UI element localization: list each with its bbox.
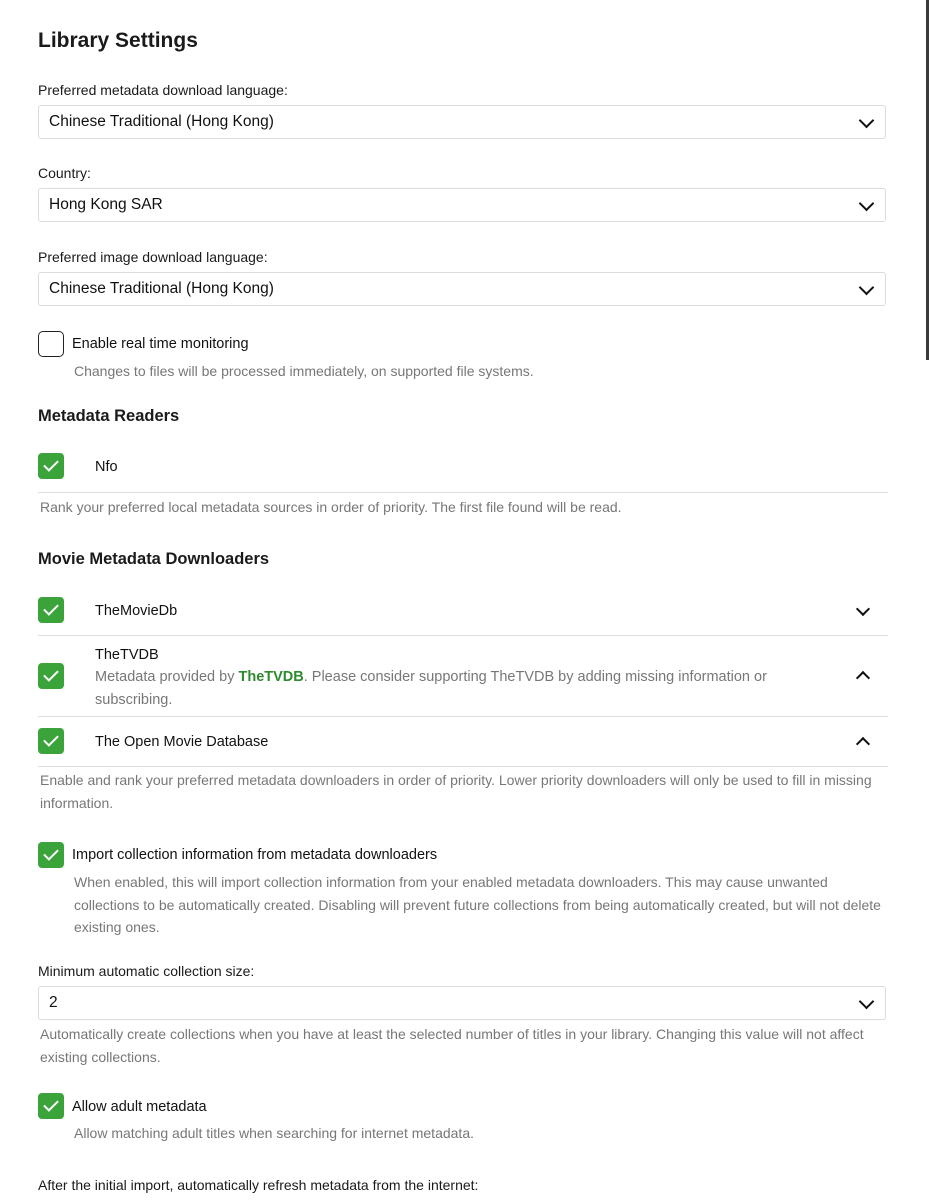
adult-metadata-checkbox[interactable] [38,1093,64,1119]
thetvdb-link[interactable]: TheTVDB [238,669,304,685]
min-collection-label: Minimum automatic collection size: [38,963,255,979]
downloader-omdb-label: The Open Movie Database [95,734,269,750]
metadata-readers-description: Rank your preferred local metadata sources in order of priority. The first file found will be read. [40,499,622,515]
chevron-down-icon [859,994,875,1010]
chevron-down-icon[interactable] [856,602,870,616]
metadata-language-label: Preferred metadata download language: [38,82,288,98]
import-collections-description: When enabled, this will import collection information from your enabled metadata downloaders. This may cause unwanted collections to be automatically created. Disabling will prevent future collections from being automatically created, but will not delete existing ones. [74,874,881,935]
metadata-readers-heading: Metadata Readers [38,407,180,425]
country-value: Hong Kong SAR [49,196,163,213]
divider [38,766,888,767]
country-select[interactable] [38,188,886,222]
min-collection-description: Automatically create collections when you have at least the selected number of titles in your library. Changing this value will not affect existing collections. [40,1026,864,1065]
downloader-themoviedb-checkbox[interactable] [38,597,64,623]
downloader-themoviedb-label: TheMovieDb [95,603,178,619]
page-title: Library Settings [38,29,198,52]
reader-nfo-checkbox[interactable] [38,453,64,479]
min-collection-value: 2 [49,994,58,1011]
chevron-down-icon [859,113,875,129]
chevron-up-icon[interactable] [856,671,870,685]
divider [38,716,888,717]
country-label: Country: [38,165,91,181]
import-collections-checkbox[interactable] [38,842,64,868]
image-language-value: Chinese Traditional (Hong Kong) [49,280,274,297]
chevron-down-icon [859,196,875,212]
downloader-omdb-checkbox[interactable] [38,728,64,754]
image-language-label: Preferred image download language: [38,249,268,265]
movie-downloaders-description: Enable and rank your preferred metadata downloaders in order of priority. Lower priority downloaders will only be used to fill in missing information. [40,772,872,811]
divider [38,635,888,636]
chevron-up-icon[interactable] [856,737,870,751]
adult-metadata-description: Allow matching adult titles when searching for internet metadata. [74,1125,474,1141]
chevron-down-icon [859,280,875,296]
min-collection-select[interactable] [38,986,886,1020]
realtime-monitoring-description: Changes to files will be processed immediately, on supported file systems. [74,363,534,379]
metadata-language-value: Chinese Traditional (Hong Kong) [49,113,274,130]
divider [38,492,888,493]
downloader-thetvdb-description: Metadata provided by TheTVDB. Please consider supporting TheTVDB by adding missing information or subscribing. [95,669,767,708]
downloader-thetvdb-label: TheTVDB [95,647,159,663]
movie-downloaders-heading: Movie Metadata Downloaders [38,550,270,568]
realtime-monitoring-label: Enable real time monitoring [72,336,249,352]
refresh-metadata-label: After the initial import, automatically refresh metadata from the internet: [38,1177,479,1193]
adult-metadata-label: Allow adult metadata [72,1099,207,1115]
reader-nfo-label: Nfo [95,459,118,475]
import-collections-label: Import collection information from metadata downloaders [72,847,438,863]
metadata-language-select[interactable] [38,105,886,139]
image-language-select[interactable] [38,272,886,306]
realtime-monitoring-checkbox[interactable] [38,331,64,357]
downloader-thetvdb-checkbox[interactable] [38,663,64,689]
